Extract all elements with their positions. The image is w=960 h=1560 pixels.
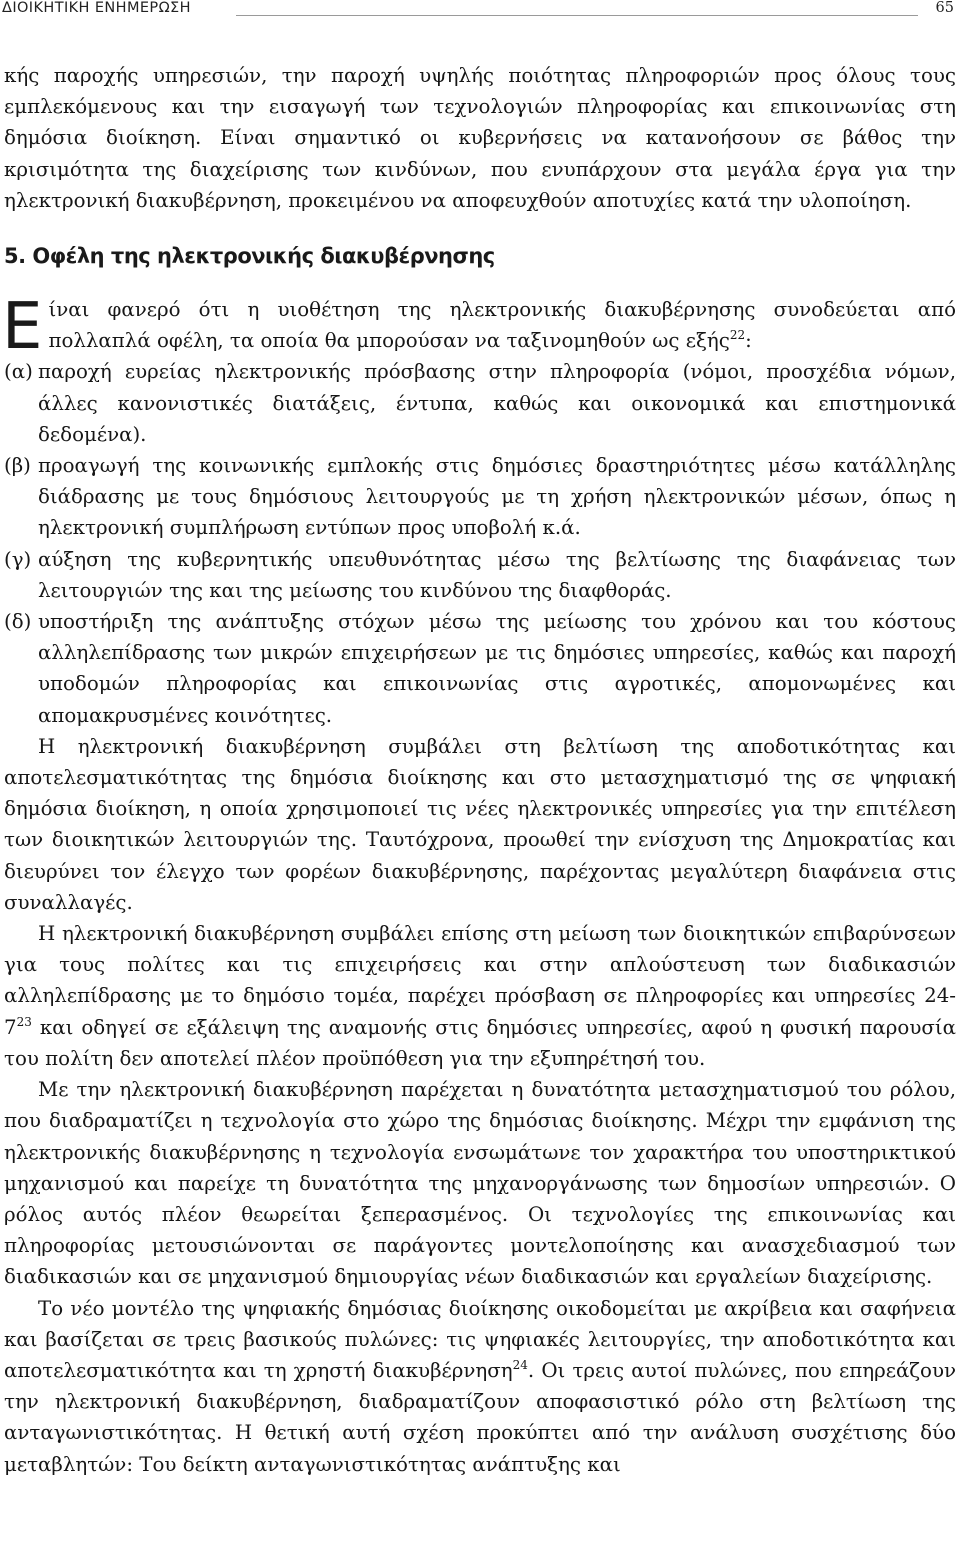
paragraph-4-text-before: Το νέο μοντέλο της ψηφιακής δημόσιας διοίκησης οικοδομείται με ακρίβεια και σαφήνεια και βασίζεται σε τρεις βασικούς πυλώνες: τις ψηφιακές λειτουργίες, την αποδοτικότητα και αποτελεσματικότητα και τη χρηστή διακυβέρνηση: [4, 1296, 956, 1382]
paragraph-2-text-after: και οδηγεί σε εξάλειψη της αναμονής στις δημόσιες υπηρεσίες, αφού η φυσική παρουσία του πολίτη δεν αποτελεί πλέον προϋπόθεση για την εξυπηρέτησή του.: [4, 1015, 956, 1070]
section-heading: 5. Οφέλη της ηλεκτρονικής διακυβέρνησης: [4, 244, 495, 269]
drop-cap: Ε: [2, 290, 43, 365]
list-item-text: προαγωγή της κοινωνικής εμπλοκής στις δημόσιες δραστηριότητες μέσω κατάλληλης διάδρασης με τους δημόσιους λειτουργούς με τη χρήση ηλεκτρονικών μέσων, όπως η ηλεκτρονική συμπλήρωση εντύπων προς υποβολή κ.ά.: [38, 454, 956, 540]
list-item: [4, 356, 956, 450]
list-item-text: αύξηση της κυβερνητικής υπευθυνότητας μέσω της βελτίωσης της διαφάνειας των λειτουργιών της και της μείωσης του κινδύνου της διαφθοράς.: [38, 547, 956, 602]
list-item: [4, 450, 956, 544]
paragraph-4-text-after: . Οι τρεις αυτοί πυλώνες, που επηρεάζουν την ηλεκτρονική διακυβέρνηση, διαδραματίζουν αποφασιστικό ρόλο στη βελτίωση της ανταγωνιστικότητας. Η θετική αυτή σχέση προκύπτει από την ανάλυση συσχέτισης δύο μεταβλητών: Του δείκτη ανταγωνιστικότητας ανάπτυξης και: [4, 1358, 956, 1476]
list-item-text: υποστήριξη της ανάπτυξης στόχων μέσω της μείωσης του χρόνου και του κόστους αλληλεπίδρασης των μικρών επιχειρήσεων με τις δημόσιες υπηρεσίες, καθώς και παροχή υποδομών πληροφορίας και επικοινωνίας στις αγροτικές, απομονωμένες και απομακρυσμένες κοινότητες.: [38, 610, 956, 727]
footnote-ref-24: 24: [512, 1357, 528, 1372]
list-marker: (γ): [4, 547, 32, 571]
benefits-list: [4, 356, 956, 730]
lead-paragraph: [2, 290, 956, 365]
list-marker: (α): [4, 360, 33, 384]
list-marker: (β): [4, 454, 31, 478]
lead-paragraph-text: ίναι φανερό ότι η υιοθέτηση της ηλεκτρονικής διακυβέρνησης συνοδεύεται από πολλαπλά οφέλη, τα οποία θα μπορούσαν να ταξινομηθούν ως εξής: [48, 298, 956, 353]
page-body: [4, 60, 956, 1480]
paragraph-2-text-before: Η ηλεκτρονική διακυβέρνηση συμβάλει επίσης στη μείωση των διοικητικών επιβαρύνσεων για τους πολίτες και τις επιχειρήσεις και στην απλούστευση των διαδικασιών αλληλεπίδρασης με το δημόσιο τομέα, παρέχει πρόσβαση σε πληροφορίες και υπηρεσίες 24-7: [4, 922, 956, 1039]
body-paragraph-3: Με την ηλεκτρονική διακυβέρνηση παρέχεται η δυνατότητα μετασχηματισμού του ρόλου, που διαδραματίζει η τεχνολογία στο χώρο της δημόσιας διοίκησης. Μέχρι την εμφάνιση της ηλεκτρονικής διακυβέρνησης η τεχνολογία ενσωμάτωνε τον χαρακτήρα του υποστηρικτικού μηχανισμού και παρείχε τη δυνατότητα της μηχανοργάνωσης των δημοσίων υπηρεσιών. Ο ρόλος αυτός πλέον θεωρείται ξεπερασμένος. Οι τεχνολογίες της επικοινωνίας και πληροφορίας μετουσιώνονται σε παράγοντες μοντελοποίησης και ανασχεδιασμού των διαδικασιών και σε μηχανισμού δημιουργίας νέων διαδικασιών και εργαλείων διαχείρισης.: [4, 1078, 956, 1289]
body-paragraph-4: [4, 1293, 956, 1480]
list-item: [4, 606, 956, 731]
lead-paragraph-tail: :: [745, 329, 752, 353]
list-item-text: παροχή ευρείας ηλεκτρονικής πρόσβασης στην πληροφορία (νόμοι, προσχέδια νόμων, άλλες κανονιστικές διατάξεις, έντυπα, καθώς και οικονομικά και επιστημονικά δεδομένα).: [38, 360, 956, 446]
running-head-section-title: ΔΙΟΙΚΗΤΙΚΗ ΕΝΗΜΕΡΩΣΗ: [2, 0, 191, 16]
intro-paragraph: κής παροχής υπηρεσιών, την παροχή υψηλής ποιότητας πληροφοριών προς όλους τους εμπλεκόμενους και την εισαγωγή των τεχνολογιών πληροφορίας και επικοινωνίας στη δημόσια διοίκηση. Είναι σημαντικό οι κυβερνήσεις να κατανοήσουν σε βάθος την κρισιμότητα της διαχείρισης των κινδύνων, που ενυπάρχουν στα μεγάλα έργα για την ηλεκτρονική διακυβέρνηση, προκειμένου να αποφευχθούν αποτυχίες κατά την υλοποίηση.: [4, 64, 956, 212]
list-marker: (δ): [4, 610, 32, 634]
body-paragraph-2: [4, 918, 956, 1074]
list-item: [4, 544, 956, 606]
footnote-ref-23: 23: [16, 1014, 32, 1029]
running-head-rule: [236, 15, 918, 16]
running-head: [0, 0, 960, 28]
footnote-ref-22: 22: [729, 328, 746, 343]
body-paragraph-1: Η ηλεκτρονική διακυβέρνηση συμβάλει στη βελτίωση της αποδοτικότητας και αποτελεσματικότητας της δημόσια διοίκησης και στο μετασχηματισμό της σε ψηφιακή δημόσια διοίκηση, η οποία χρησιμοποιεί τις νέες ηλεκτρονικές υπηρεσίες για την επιτέλεση των διοικητικών λειτουργιών της. Ταυτόχρονα, προωθεί την ενίσχυση της Δημοκρατίας και διευρύνει τον έλεγχο των φορέων διακυβέρνησης, παρέχοντας μεγαλύτερη διαφάνεια στις συναλλαγές.: [4, 734, 956, 914]
page-number: 65: [935, 0, 954, 16]
